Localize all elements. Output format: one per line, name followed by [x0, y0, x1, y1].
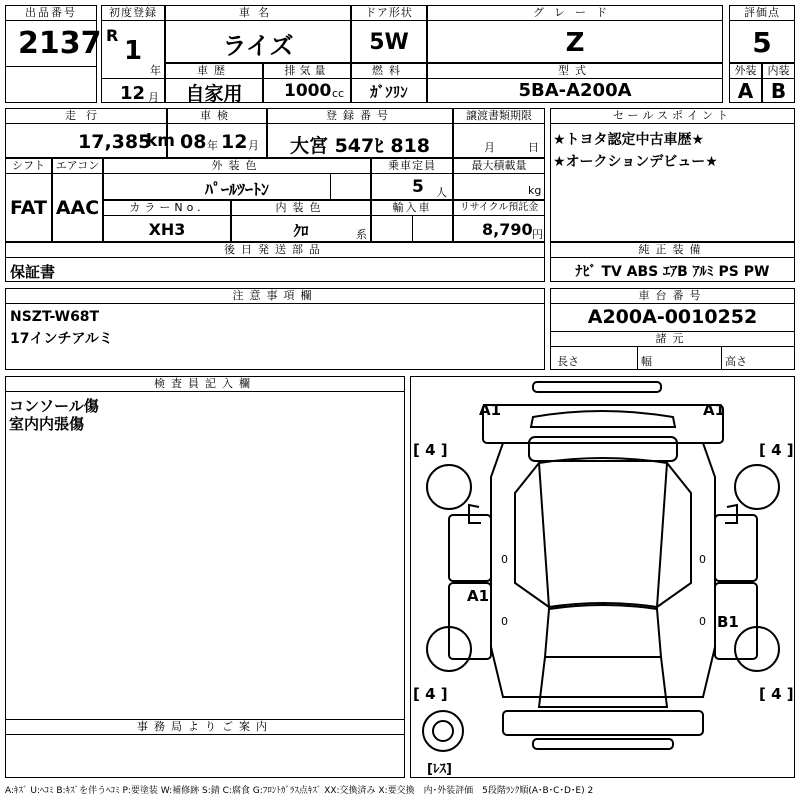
aircon-value: AAC	[55, 197, 100, 219]
car-name: ライズ	[222, 32, 294, 60]
roof-mark-2: 0	[699, 553, 706, 566]
roof-mark-3: 0	[501, 615, 508, 628]
mileage-box: 走行 17,385 km	[5, 108, 167, 158]
first-reg-label: 初度登録	[102, 6, 164, 21]
import-box: 輸入車	[371, 200, 453, 242]
first-reg-year: 1	[124, 36, 143, 66]
grade-box: グレード Z	[427, 5, 723, 63]
tire-tread-fl: [ 4 ]	[413, 441, 448, 459]
lot-number: 2137	[18, 26, 102, 61]
ext-color-value: ﾊﾟｰﾙﾂｰﾄﾝ	[204, 180, 269, 199]
int-color-value: ｸﾛ	[293, 222, 309, 240]
notes-line-2: 17インチアルミ	[10, 331, 113, 347]
inspection-box: 車検 08 年 12 月	[167, 108, 267, 158]
chassis-box: 車台番号 A200A-0010252 諸元 長さ 幅 高さ	[550, 288, 795, 370]
color-no-value: XH3	[148, 220, 186, 239]
grade-value: Z	[565, 28, 585, 58]
later-parts-box: 後日発送部品 保証書	[5, 242, 545, 282]
capacity-box: 乗車定員 5 人	[371, 158, 453, 200]
spare-tire-label: [ﾚｽ]	[427, 762, 452, 777]
doors-box: ドア形状 5W	[351, 5, 427, 63]
tire-tread-rl: [ 4 ]	[413, 685, 448, 703]
sales-point-1: ★トヨタ認定中古車歴★	[553, 132, 705, 148]
shift-value: FAT	[10, 197, 47, 219]
ext-color-box: 外装色 ﾊﾟｰﾙﾂｰﾄﾝ	[103, 158, 371, 200]
equipment-value: ﾅﾋﾞ TV ABS ｴｱB ｱﾙﾐ PS PW	[575, 264, 770, 280]
car-diagram	[411, 377, 794, 777]
transfer-box: 譲渡書類期限 月 日	[453, 108, 545, 158]
legend: A:ｷｽﾞ U:ﾍｺﾐ B:ｷｽﾞを伴うﾍｺﾐ P:要塗装 W:補修跡 S:錆 C:腐食 G:ﾌﾛﾝﾄｶﾞﾗｽ点ｷｽﾞ XX:交換済み X:要交換 内･外装評価 5段階ﾗﾝｸ順(A･B･C･D･E) 2	[5, 786, 594, 796]
inspection-month: 12	[221, 131, 248, 153]
int-color-box: 内装色 ｸﾛ 系	[231, 200, 371, 242]
mileage-value: 17,385	[78, 131, 152, 153]
car-name-box: 車名 ライズ	[165, 5, 351, 63]
inspector-line-1: コンソール傷	[9, 397, 99, 415]
roof-mark-4: 0	[699, 615, 706, 628]
capacity-value: 5	[412, 177, 424, 197]
history-box: 車歴 自家用	[165, 63, 263, 103]
tire-tread-rr: [ 4 ]	[759, 685, 794, 703]
registration-box: 登録番号 大宮 547ﾋ 818	[267, 108, 453, 158]
ext-grade-value: A	[737, 79, 754, 103]
car-diagram-box	[410, 376, 795, 778]
first-reg-box: 初度登録 R 1 年 12 月	[101, 5, 165, 103]
int-grade-box: 内装 B	[762, 63, 795, 103]
recycle-value: 8,790	[482, 220, 533, 239]
color-no-box: カラーNo. XH3	[103, 200, 231, 242]
registration-value: 大宮 547ﾋ 818	[289, 135, 431, 157]
model-value: 5BA-A200A	[518, 80, 632, 101]
first-reg-month: 12	[120, 83, 146, 104]
fuel-value: ｶﾞｿﾘﾝ	[370, 83, 408, 101]
damage-mark-left-door: A1	[467, 587, 490, 605]
max-load-box: 最大積載量 kg	[453, 158, 545, 200]
lot-box	[5, 5, 102, 103]
doors-value: 5W	[369, 30, 409, 55]
lot-label: 出品番号	[6, 6, 96, 21]
recycle-box: リサイクル預託金 8,790 円	[453, 200, 545, 242]
model-box: 型式 5BA-A200A	[427, 63, 723, 103]
fuel-box: 燃料 ｶﾞｿﾘﾝ	[351, 63, 427, 103]
ext-grade-box: 外装 A	[729, 63, 762, 103]
notes-box: 注意事項欄 NSZT-W68T 17インチアルミ	[5, 288, 545, 370]
history-value: 自家用	[185, 83, 243, 105]
score-box: 評価点 5	[729, 5, 795, 63]
displacement-value: 1000	[284, 81, 332, 101]
damage-mark-front-right: A1	[703, 401, 726, 419]
score-value: 5	[752, 26, 772, 59]
later-parts-value: 保証書	[10, 263, 56, 281]
int-grade-value: B	[770, 79, 787, 103]
equipment-box: 純正装備 ﾅﾋﾞ TV ABS ｴｱB ｱﾙﾐ PS PW	[550, 242, 795, 282]
notes-line-1: NSZT-W68T	[10, 309, 100, 325]
shift-box: シフト FAT	[5, 158, 52, 242]
first-reg-era: R	[106, 26, 119, 45]
inspector-line-2: 室内内張傷	[9, 415, 85, 433]
inspection-year: 08	[180, 131, 207, 153]
aircon-box: エアコン AAC	[52, 158, 103, 242]
damage-mark-front-left: A1	[479, 401, 502, 419]
displacement-box: 排気量 1000 cc	[263, 63, 351, 103]
sales-points-box: セールスポイント ★トヨタ認定中古車歴★ ★オークションデビュー★	[550, 108, 795, 242]
tire-tread-fr: [ 4 ]	[759, 441, 794, 459]
damage-mark-right-rear: B1	[717, 613, 739, 631]
sales-point-2: ★オークションデビュー★	[553, 154, 718, 170]
chassis-value: A200A-0010252	[587, 306, 758, 328]
inspector-box: 検査員記入欄 コンソール傷 室内内張傷 事務局よりご案内	[5, 376, 405, 778]
roof-mark-1: 0	[501, 553, 508, 566]
